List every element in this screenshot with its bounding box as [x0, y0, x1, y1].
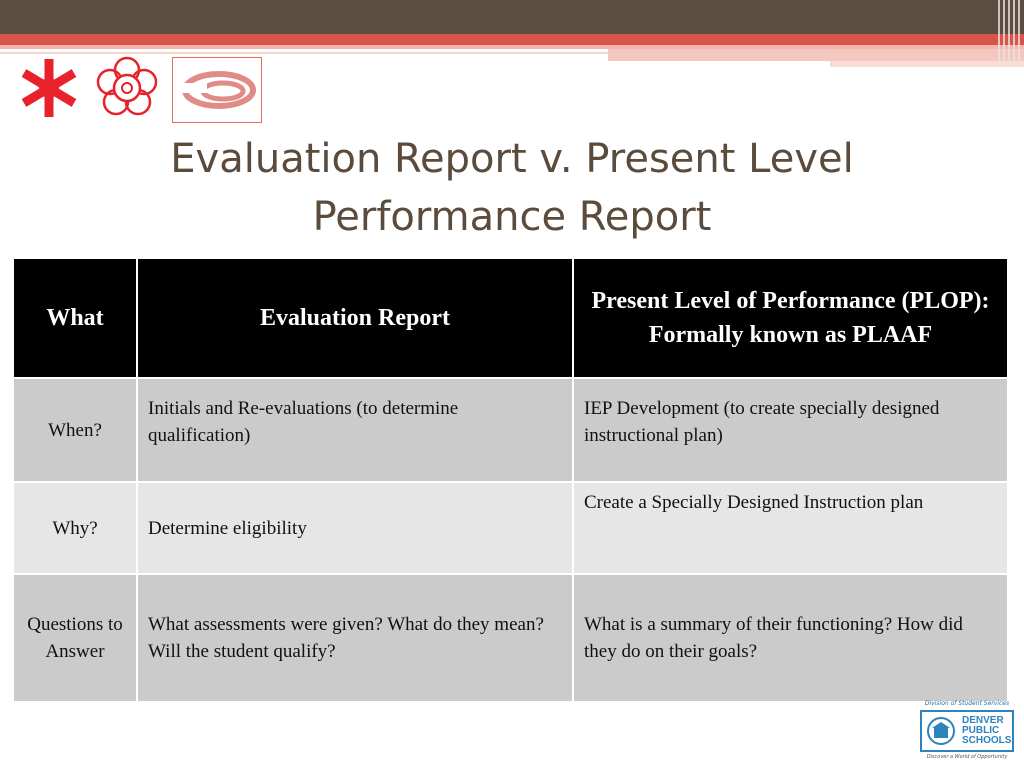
flower-icon: [94, 55, 160, 126]
school-seal-icon: [926, 716, 956, 746]
denver-public-schools-logo: [918, 700, 1016, 764]
cell-what: When?: [13, 378, 137, 482]
logo-name-line: SCHOOLS: [962, 735, 1012, 746]
table-header-row: [13, 258, 1008, 378]
cell-plop: What is a summary of their functioning? How did they do on their goals?: [573, 574, 1008, 702]
cell-what: Why?: [13, 482, 137, 574]
header-icons: [16, 56, 262, 124]
logo-box: [920, 710, 1014, 752]
logo-caption: Division of Student Services: [924, 700, 1010, 707]
header-plop: Present Level of Performance (PLOP): Formally known as PLAAF: [573, 258, 1008, 378]
asterisk-icon: [16, 55, 82, 126]
cell-plop: Create a Specially Designed Instruction plan: [573, 482, 1008, 574]
cell-evaluation: What assessments were given? What do they mean? Will the student qualify?: [137, 574, 573, 702]
top-bar: [0, 0, 1024, 34]
logo-name-line: PUBLIC: [962, 725, 1000, 736]
cell-what: Questions to Answer: [13, 574, 137, 702]
decorative-lines: [998, 0, 1020, 62]
comparison-table: [12, 257, 1009, 703]
logo-name-line: DENVER: [962, 715, 1004, 726]
accent-stripe-light: [830, 61, 1024, 67]
accent-stripe: [0, 34, 1024, 45]
logo-name: [962, 716, 1011, 746]
header-what: What: [13, 258, 137, 378]
table-row: [13, 482, 1008, 574]
table-row: [13, 574, 1008, 702]
table-row: [13, 378, 1008, 482]
cell-evaluation: Initials and Re-evaluations (to determine qualification): [137, 378, 573, 482]
title-line-2: Performance Report: [312, 194, 712, 240]
title-line-1: Evaluation Report v. Present Level: [170, 136, 854, 182]
swoosh-logo-icon: [172, 57, 262, 123]
logo-tagline: Discover a World of Opportunity: [926, 754, 1008, 760]
accent-stripe-light: [608, 49, 1024, 61]
header-evaluation-report: Evaluation Report: [137, 258, 573, 378]
cell-plop: IEP Development (to create specially designed instructional plan): [573, 378, 1008, 482]
cell-evaluation: Determine eligibility: [137, 482, 573, 574]
accent-line: [0, 52, 608, 54]
slide-title: [0, 130, 1024, 246]
